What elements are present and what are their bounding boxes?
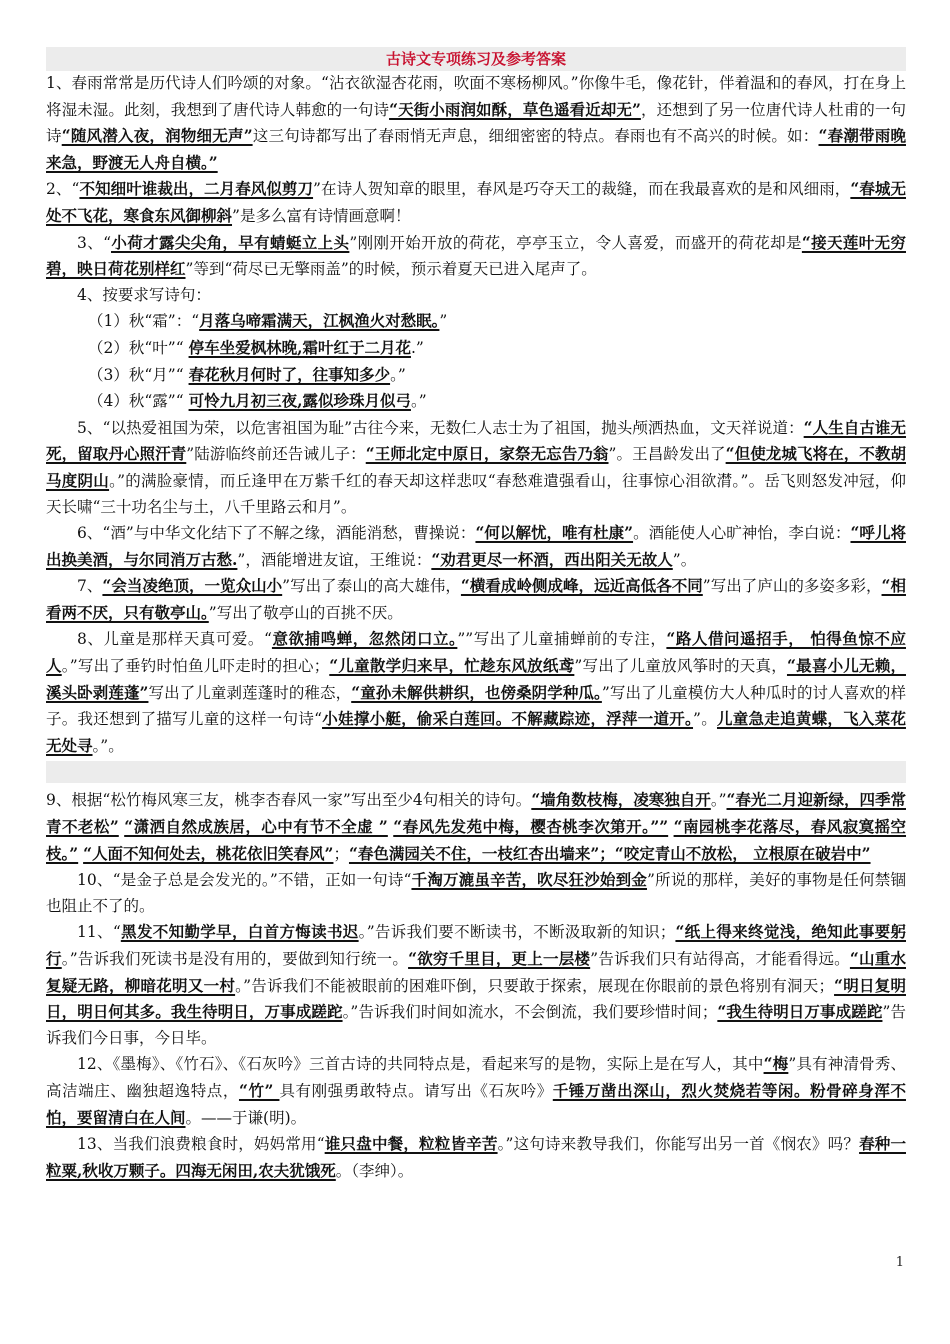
question-paragraph (46, 283, 906, 309)
question-paragraph (46, 230, 906, 283)
answer-text: “路人借问遥招手， 怕得鱼惊不应人 (46, 629, 906, 676)
answer-text: “纸上得来终觉浅，绝知此事要躬行 (46, 922, 906, 968)
question-paragraph (46, 573, 906, 626)
question-text: 。——于谦(明)。 (185, 1108, 307, 1127)
question-text: ”告诉我们只有站得高，才能看得远。 (590, 950, 850, 968)
section-divider (46, 761, 906, 783)
answer-text: 停车坐爱枫林晚,霜叶红于二月花 (188, 337, 411, 357)
answer-text: “春光二月迎新绿，四季常青不老松” (46, 790, 906, 837)
answer-text: “山重水复疑无路，柳暗花明又一村 (46, 949, 906, 995)
answer-text: 月落乌啼霜满天，江枫渔火对愁眠。 (199, 311, 440, 331)
question-text: 5、“以热爱祖国为荣，以危害祖国为耻”古往今来，无数仁人志士为了祖国，抛头颅洒热血，文天祥说道： (77, 418, 804, 437)
question-text: 10、“是金子总是会发光的。”不错，正如一句诗“ (77, 871, 412, 890)
question-text: ”写出了泰山的高大雄伟， (282, 577, 461, 596)
question-text: 。”的满脸豪情，而丘逢甲在万紫千红的春天却这样悲叹“春愁难遣强看山，往事惊心泪欲潸。”。岳飞则怒发冲冠，仰天长啸“三十功名尘与土，八千里路云和月”。 (46, 471, 906, 516)
question-text: ”。王昌龄发出了 (608, 445, 726, 464)
answer-text: 谁只盘中餐，粒粒皆辛苦 (324, 1134, 498, 1154)
answer-text: “春风先发苑中梅，樱杏桃李次第开。”” (393, 817, 669, 837)
question-text: 。” (410, 392, 427, 411)
answer-text: “童孙未解供耕织，也傍桑阴学种瓜。 (351, 682, 602, 702)
question-text: ”具有神清骨秀、高洁端庄、幽独超逸特点， (46, 1055, 906, 1100)
answer-text: “春色满园关不住，一枝红杏出墙来”；“咬定青山不放松， 立根原在破岩中” (348, 843, 871, 863)
question-text: ”告诉我们今日事，今日毕。 (46, 1003, 906, 1047)
answer-text: “王师北定中原日，家祭无忘告乃翁 (365, 444, 609, 464)
answer-text: “儿童散学归来早，忙趁东风放纸鸢 (329, 656, 575, 676)
question-paragraph (46, 1051, 906, 1131)
question-text: ”所说的那样，美好的事物是任何禁锢也阻止不了的。 (46, 871, 906, 915)
question-text: ”。 (693, 710, 717, 729)
question-paragraph (46, 867, 906, 919)
question-text: ； (333, 844, 349, 863)
question-paragraph (46, 626, 906, 759)
question-text: （2）秋“叶”“ (88, 338, 189, 357)
page-number: 1 (895, 1255, 904, 1270)
answer-text: 黑发不知勤学早，白首方悔读书迟 (120, 922, 359, 942)
answer-text: “随风潜入夜，润物细无声” (61, 126, 253, 146)
answer-text: 春种一粒粟,秋收万颗子。四海无闲田,农夫犹饿死 (46, 1134, 906, 1180)
answer-text: “南园桃李花落尽，春风寂寞摇空枝。” (46, 817, 907, 863)
question-text: 3、“ (77, 233, 112, 252)
question-paragraph (46, 520, 906, 573)
answer-text: “人面不知何处去，桃花依旧笑春风” (83, 843, 334, 863)
answer-text: 可怜九月初三夜,露似珍珠月似弓 (188, 391, 411, 411)
answer-text: “春潮带雨晚来急，野渡无人舟自横。” (46, 126, 906, 172)
question-text: ”刚刚开始开放的荷花，亭亭玉立，令人喜爱，而盛开的荷花却是 (349, 233, 802, 252)
answer-text: 小荷才露尖尖角，早有蜻蜓立上头 (111, 232, 350, 252)
answer-text: “会当凌绝顶，一览众山小 (102, 576, 283, 596)
answer-text: 千锤万凿出深山，烈火焚烧若等闲。粉骨碎身浑不怕，要留清白在人间 (46, 1080, 906, 1127)
question-text: 。”这句诗来教导我们，你能写出另一首《悯农》吗？ (497, 1135, 860, 1154)
question-text: 2、“ (46, 180, 80, 199)
question-text: 9、根据“松竹梅风寒三友，桃李杏春风一家”写出至少4句相关的诗句。 (46, 791, 532, 810)
answer-text: “天街小雨润如酥，草色遥看近却无” (389, 99, 641, 119)
answer-text: “潇洒自然成族居，心中有节不全虚 ” (124, 817, 388, 837)
question-text: （1）秋“霜”：“ (88, 312, 200, 331)
answer-text: “梅 (763, 1054, 789, 1074)
question-paragraph (46, 176, 906, 229)
answer-text: “春城无处不飞花，寒食东风御柳斜 (46, 179, 906, 225)
question-text: ”，酒能增进友谊，王维说： (237, 550, 432, 569)
answer-text: “我生待明日万事成蹉跎 (717, 1002, 883, 1022)
question-text: （3）秋“月”“ (88, 365, 189, 384)
answer-text: “劝君更尽一杯酒，西出阳关无故人 (431, 549, 673, 569)
question-paragraph (46, 1131, 906, 1184)
question-text: ，还想到了另一位唐代诗人杜甫的一句诗 (46, 100, 906, 146)
answer-text: “明日复明日，明日何其多。我生待明日，万事成蹉跎 (46, 975, 906, 1022)
question-text: 。”告诉我们不能被眼前的困难吓倒，只要敢于探索，展现在你眼前的景色将别有洞天； (235, 976, 835, 995)
question-text: ”。 (672, 550, 697, 569)
question-text: 8、儿童是那样天真可爱。“ (77, 630, 272, 649)
question-text: 这三句诗都写出了春雨悄无声息，细细密密的特点。春雨也有不高兴的时候。如： (252, 127, 819, 146)
question-paragraph (46, 335, 906, 362)
answer-text: “但使龙城飞将在，不教胡马度阴山 (46, 444, 906, 490)
answer-text: “相看两不厌，只有敬亭山。 (46, 576, 906, 622)
question-text: 7、 (77, 577, 103, 596)
question-text: 。” (710, 791, 727, 810)
question-text: 。酒能使人心旷神怡，李白说： (633, 524, 851, 543)
answer-text: 不知细叶谁裁出，二月春风似剪刀 (79, 179, 314, 199)
question-text: 写出了儿童剥莲蓬时的稚态， (148, 683, 352, 702)
answer-text: “欲穷千里目，更上一层楼 (408, 949, 591, 968)
question-text: ”写出了敬亭山的百挑不厌。 (208, 603, 403, 622)
question-text: 。”告诉我们死读书是没有用的，要做到知行统一。 (61, 950, 409, 968)
question-text: 。”。 (92, 736, 124, 755)
question-text: ”是多么富有诗情画意啊！ (232, 206, 411, 225)
question-paragraph (46, 362, 906, 389)
question-text: ” (439, 312, 448, 331)
page-title: 古诗文专项练习及参考答案 (46, 47, 906, 71)
answer-text: “横看成岭侧成峰，远近高低各不同 (460, 576, 703, 596)
question-paragraph (46, 415, 906, 520)
answer-text: “最喜小儿无赖，溪头卧剥莲蓬” (46, 656, 906, 702)
question-text: .” (410, 338, 424, 357)
question-text: ””写出了儿童捕蝉前的专注， (457, 630, 667, 649)
question-text: 11、“ (77, 923, 121, 942)
answer-text: “呼儿将出换美酒，与尔同消万古愁. (46, 523, 906, 569)
question-text: 。”告诉我们时间如流水，不会倒流，我们要珍惜时间； (342, 1003, 718, 1022)
answer-text: 春花秋月何时了，往事知多少 (188, 364, 391, 384)
question-text: ”等到“荷尽已无擎雨盖”的时候，预示着夏天已进入尾声了。 (185, 260, 597, 279)
question-text: ”写出了儿童模仿大人种瓜时的讨人喜欢的样子。我还想到了描写儿童的这样一句诗“ (46, 683, 906, 729)
question-text: 。”告诉我们要不断读书，不断汲取新的知识； (358, 923, 676, 942)
question-text: 。” (390, 365, 406, 384)
question-text: 12、《墨梅》、《竹石》、《石灰吟》三首古诗的共同特点是，看起来写的是物，实际上是在写人，其中 (77, 1055, 764, 1074)
question-text: 4、按要求写诗句： (77, 285, 211, 304)
question-text: （4）秋“露”“ (88, 392, 189, 411)
question-paragraph (46, 388, 906, 415)
question-text: ”写出了庐山的多姿多彩， (702, 577, 882, 596)
question-text: ”写出了儿童放风筝时的天真， (574, 657, 787, 676)
question-text: 具有刚强勇敢特点。请写出《石灰吟》 (279, 1081, 553, 1100)
question-text: 13、当我们浪费粮食时，妈妈常用“ (77, 1135, 325, 1154)
question-text: 。（李绅）。 (335, 1161, 414, 1180)
question-text: ”在诗人贺知章的眼里，春风是巧夺天工的裁缝，而在我最喜欢的是和风细雨， (313, 180, 851, 199)
answer-text: “竹” (238, 1080, 280, 1100)
answer-text: 意欲捕鸣蝉，忽然闭口立。 (271, 629, 458, 649)
answer-text: 小娃撑小艇，偷采白莲回。不解藏踪迹，浮萍一道开。 (322, 709, 694, 729)
answer-text: 千淘万漉虽辛苦，吹尽狂沙始到金 (411, 870, 648, 890)
answer-text: 儿童急走追黄蝶，飞入菜花无处寻 (46, 709, 906, 755)
document-content (46, 47, 906, 1184)
question-text: 6、“酒”与中华文化结下了不解之缘，酒能消愁，曹操说： (77, 524, 476, 543)
question-paragraph (46, 787, 906, 867)
question-text: 1、春雨常常是历代诗人们吟颂的对象。“沾衣欲湿杏花雨，吹面不寒杨柳风。”你像牛毛，像花针，伴着温和的春风，打在身上将湿未湿。此刻，我想到了唐代诗人韩愈的一句诗 (46, 74, 906, 119)
answer-text: “接天莲叶无穷碧，映日荷花别样红 (46, 232, 906, 279)
question-text: 。”写出了垂钓时怕鱼儿吓走时的担心； (61, 657, 330, 676)
question-paragraph (46, 308, 906, 335)
question-text: ”陆游临终前还告诫儿子： (186, 445, 366, 464)
answer-text: “墙角数枝梅，凌寒独自开 (531, 790, 711, 810)
answer-text: “何以解忧，唯有杜康” (475, 523, 634, 543)
answer-text: “人生自古谁无死，留取丹心照汗青 (46, 417, 907, 464)
question-paragraph (46, 919, 906, 1051)
question-paragraph (46, 71, 906, 176)
